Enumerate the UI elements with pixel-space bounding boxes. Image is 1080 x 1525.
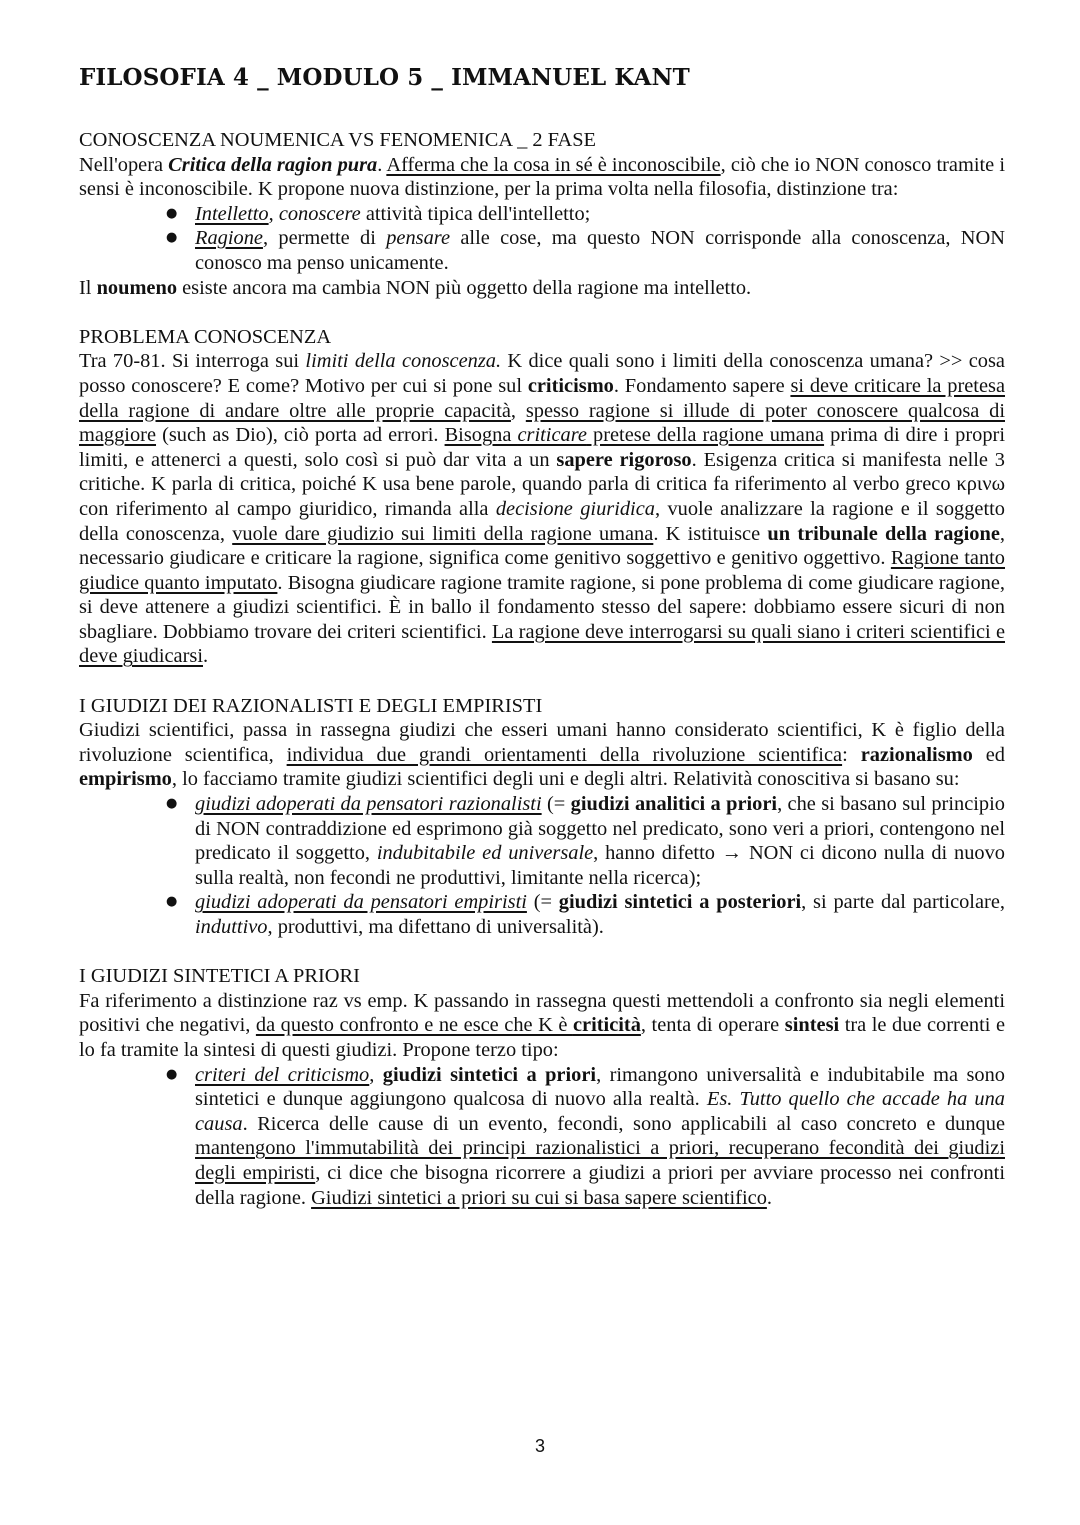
text-run: . Fondamento sapere xyxy=(613,374,791,397)
text-run: . Bisogna giudicare ragione tramite ragione, si pone problema di come giudicare ragione, si deve attenere a giudizi scientifici. È in ballo il fondamento stesso del sapere: dobbiamo essere sicuri di non sbagliare. Dobbiamo trovare dei criteri scientifici. xyxy=(79,571,1006,643)
text-run: induttivo xyxy=(195,916,268,938)
text-run: decisione giuridica xyxy=(495,497,655,520)
section xyxy=(79,694,1005,940)
text-run: giudizi sintetici a priori xyxy=(382,1063,597,1086)
text-run: pensare xyxy=(386,227,451,250)
text-run: , hanno difetto → NON ci dicono nulla di nuovo sulla realtà, non fecondi ne produttivi, limitante nella ricerca); xyxy=(195,842,1005,889)
text-run: Intelletto xyxy=(195,202,269,225)
bullet-item xyxy=(195,890,1005,939)
text-run: , xyxy=(268,202,279,225)
text-run: . xyxy=(203,645,209,668)
text-run: indubitabile ed universale xyxy=(376,842,594,865)
text-run: razionalismo xyxy=(860,743,973,766)
text-run: (= xyxy=(541,793,571,816)
section-paragraph xyxy=(79,349,1005,669)
text-run: Afferma che la cosa in sé è inconoscibile xyxy=(386,153,721,176)
text-run: criticità xyxy=(572,1014,641,1037)
text-run: giudizi adoperati da pensatori empiristi xyxy=(195,891,527,914)
text-run: : xyxy=(842,743,861,766)
text-run: da questo confronto e ne esce che K è xyxy=(255,1014,573,1037)
section-paragraph xyxy=(79,276,1005,301)
text-run: . xyxy=(377,153,387,176)
bullet-item xyxy=(195,792,1005,890)
document-body xyxy=(79,128,1005,1235)
text-run: tra le due correnti e lo fa tramite la sintesi di questi giudizi. Propone terzo tipo: xyxy=(79,1014,1005,1061)
bullet-item xyxy=(195,226,1005,275)
text-run: Critica della ragion pura xyxy=(168,153,378,176)
text-run: , ciò che io NON conosco tramite i sensi è inconoscibile. K propone nuova distinzione, per la prima volta nella filosofia, distinzione tra: xyxy=(79,153,1005,201)
text-run: esiste ancora ma cambia NON più oggetto della ragione ma intelletto. xyxy=(177,276,752,299)
section-heading: CONOSCENZA NOUMENICA VS FENOMENICA _ 2 FASE xyxy=(79,129,597,151)
text-run: La ragione deve interrogarsi su quali siano i criteri scientifici e deve giudicarsi xyxy=(79,620,1005,668)
text-run: . xyxy=(766,1186,772,1209)
section xyxy=(79,325,1005,669)
text-run: Tra 70-81. Si interroga sui xyxy=(79,350,306,373)
text-run: , ci dice che bisogna ricorrere a giudizi a priori per avviare processo nei confronti della ragione. xyxy=(195,1161,1005,1209)
section-heading: PROBLEMA CONOSCENZA xyxy=(79,325,332,348)
section-heading: I GIUDIZI SINTETICI A PRIORI xyxy=(79,965,360,988)
section-paragraph xyxy=(79,989,1005,1063)
text-run: criticismo xyxy=(527,374,614,397)
text-run: , tenta di operare xyxy=(640,1014,785,1037)
text-run: giudizi adoperati da pensatori razionalisti xyxy=(195,793,542,816)
text-run: Ragione xyxy=(195,227,263,250)
text-run: Giudizi sintetici a priori su cui si basa sapere scientifico xyxy=(311,1186,767,1209)
text-run: Il xyxy=(79,276,97,299)
text-run: , permette di xyxy=(262,227,387,250)
text-run: mantengono l'immutabilità dei principi razionalistici a priori, recuperano fecondità dei giudizi degli empiristi xyxy=(195,1137,1005,1184)
text-run: individua due grandi orientamenti della rivoluzione scientifica xyxy=(286,743,843,766)
text-run: conoscere xyxy=(278,202,361,225)
text-run: (= xyxy=(526,891,559,914)
text-run: , xyxy=(510,399,526,422)
section-paragraph xyxy=(79,153,1005,202)
text-run: un tribunale della ragione xyxy=(767,522,1000,545)
text-run: giudizi sintetici a posteriori xyxy=(558,891,802,914)
text-run: , necessario giudicare e criticare la ragione, significa come genitivo soggettivo e genitivo oggettivo. xyxy=(79,522,1005,570)
text-run: , che si basano sul principio di NON contraddizione ed esprimono già soggetto nel predicato, sono veri a priori, contengono nel predicato il soggetto, xyxy=(195,793,1005,865)
text-run: Fa riferimento a distinzione raz vs emp. K passando in rassegna questi mettendoli a confronto sia negli elementi positivi che negativi, xyxy=(79,989,1005,1037)
text-run: limiti della conoscenza. xyxy=(305,350,502,373)
text-run: , xyxy=(369,1063,383,1086)
bullet-list xyxy=(79,1063,1005,1211)
text-run: Es. Tutto quello che accade ha una causa xyxy=(195,1088,1005,1135)
text-run: criticare xyxy=(517,424,587,447)
text-run: , vuole analizzare la ragione e il soggetto della conoscenza, xyxy=(79,497,1005,545)
text-run: spesso ragione si illude di poter conoscere qualcosa di maggiore xyxy=(79,399,1005,447)
bullet-item xyxy=(195,1063,1005,1211)
section-heading: I GIUDIZI DEI RAZIONALISTI E DEGLI EMPIRISTI xyxy=(79,694,543,717)
text-run: , produttivi, ma difettano di universalità). xyxy=(267,916,604,938)
text-run: Ragione tanto giudice quanto imputato xyxy=(79,547,1005,594)
text-run: prima di dire i propri limiti, e attenerci a questi, solo così si può dar vita a un xyxy=(79,424,1005,471)
text-run: noumeno xyxy=(96,276,178,299)
section-paragraph xyxy=(79,718,1005,792)
text-run: attività tipica dell'intelletto; xyxy=(360,202,591,225)
text-run: criteri del criticismo xyxy=(195,1063,370,1086)
bullet-list xyxy=(79,792,1005,940)
text-run: ed xyxy=(972,743,1006,766)
document-title: FILOSOFIA 4 _ MODULO 5 _ IMMANUEL KANT xyxy=(79,64,690,91)
text-run: . Ricerca delle cause di un evento, fecondi, sono applicabili al caso concreto e dunque xyxy=(242,1112,1005,1135)
section xyxy=(79,128,1005,300)
text-run: , lo facciamo tramite giudizi scientifici degli uni e degli altri. Relatività conoscitiva si basano su: xyxy=(171,768,960,791)
text-run: vuole dare giudizio sui limiti della ragione umana xyxy=(232,522,654,545)
text-run: (such as Dio), ciò porta ad errori. xyxy=(156,424,445,447)
bullet-list xyxy=(79,202,1005,276)
text-run: Nell'opera xyxy=(79,153,169,176)
section xyxy=(79,964,1005,1210)
text-run: pretese della ragione umana xyxy=(586,424,825,447)
text-run: giudizi analitici a priori xyxy=(570,793,778,816)
text-run: sintesi xyxy=(784,1014,840,1037)
text-run: . K istituisce xyxy=(653,522,768,545)
text-run: alle cose, ma questo NON corrisponde alla conoscenza, NON conosco ma penso unicamente. xyxy=(195,227,1005,274)
bullet-item xyxy=(195,202,1005,227)
text-run: K dice quali sono i limiti della conoscenza umana? >> cosa posso conoscere? E come? Motivo per cui si pone sul xyxy=(79,350,1005,397)
page-number: 3 xyxy=(534,1436,545,1456)
text-run: , rimangono universalità e indubitabile ma sono sintetici e dunque aggiungono qualcosa di nuovo alla realtà. xyxy=(195,1063,1005,1111)
text-run: , si parte dal particolare, xyxy=(801,891,1005,914)
text-run: Bisogna xyxy=(444,424,518,447)
text-run: sapere rigoroso xyxy=(556,448,692,471)
text-run: Giudizi scientifici, passa in rassegna giudizi che esseri umani hanno considerato scientifici, K è figlio della rivoluzione scientifica, xyxy=(79,719,1005,766)
text-run: si deve criticare la pretesa della ragione di andare oltre alle proprie capacità xyxy=(79,374,1006,422)
text-run: . Esigenza critica si manifesta nelle 3 critiche. K parla di critica, poiché K usa bene parole, quando parla di critica fa riferimento al verbo greco κρινω con riferimento al campo giuridico, rimanda alla xyxy=(79,448,1005,520)
text-run: empirismo xyxy=(79,768,172,791)
